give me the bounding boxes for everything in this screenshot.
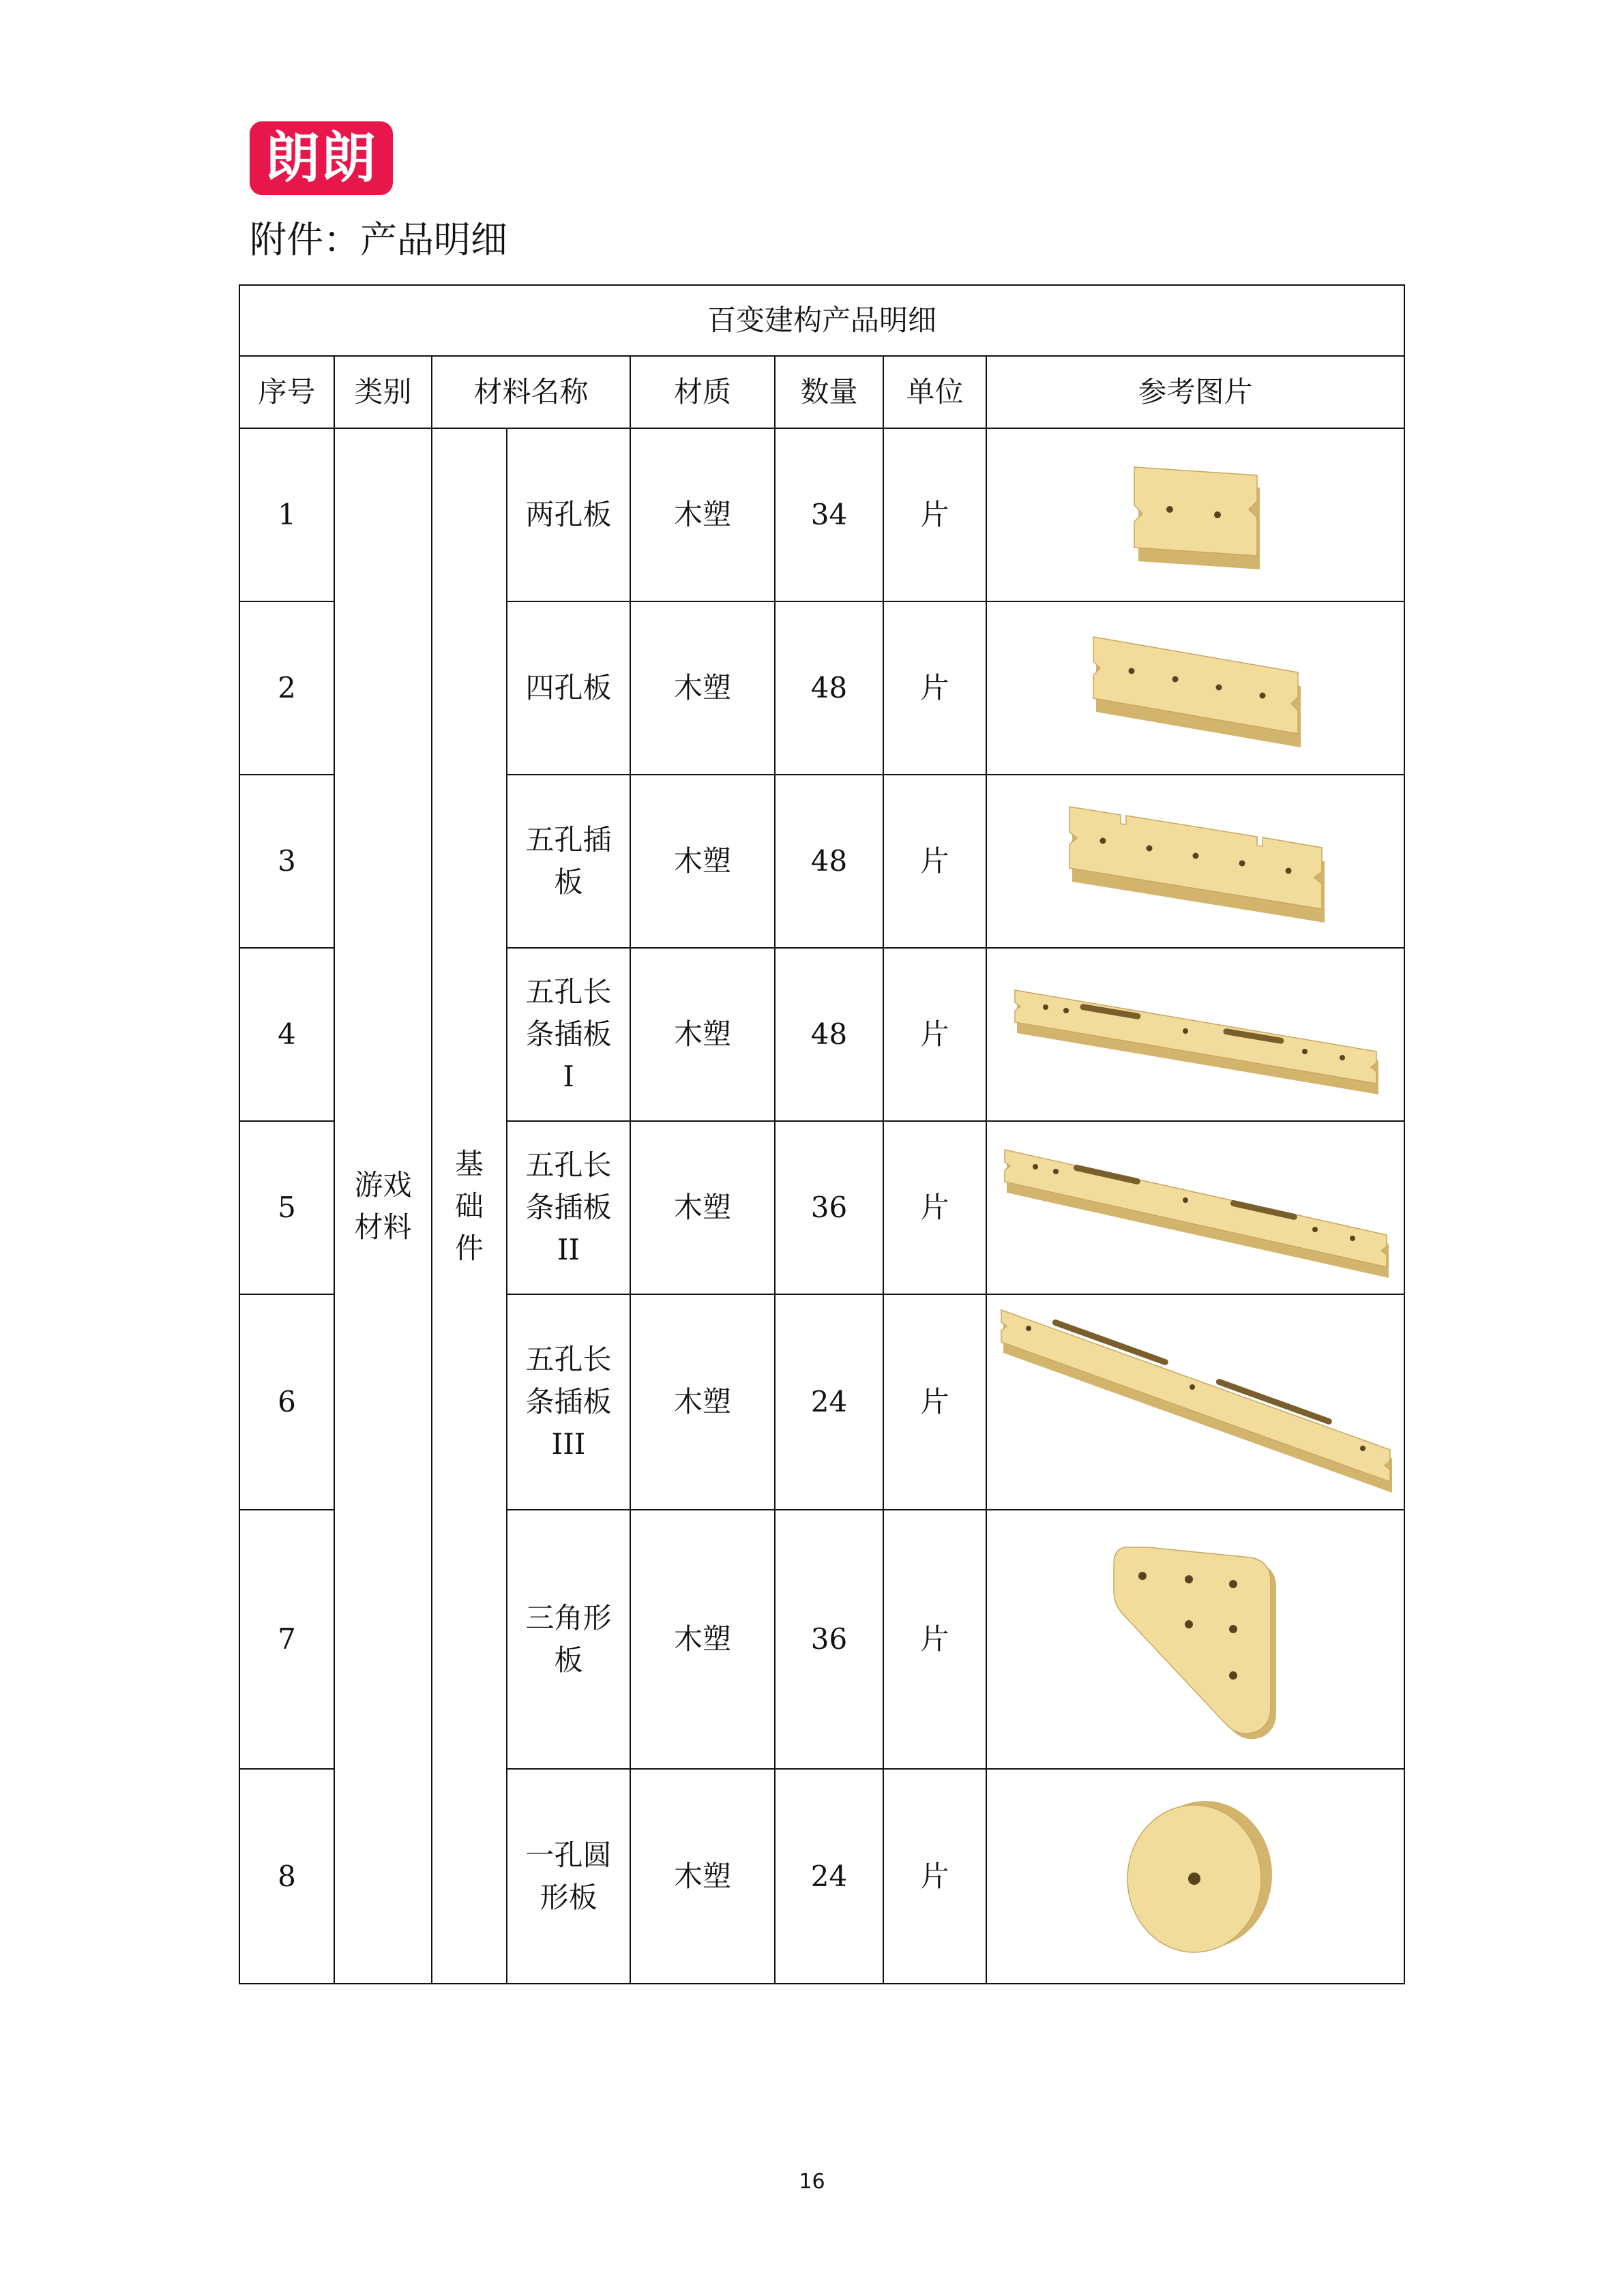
row-number: 6 xyxy=(239,1294,334,1510)
name-line: 五孔长 xyxy=(525,1343,612,1376)
material-name xyxy=(507,948,630,1121)
material-type: 木塑 xyxy=(630,1510,775,1769)
quantity: 48 xyxy=(775,601,883,775)
round-plate-icon xyxy=(1114,1791,1278,1962)
subcategory-cell xyxy=(432,428,507,1984)
name-line: 两孔板 xyxy=(525,498,612,531)
table-header-row xyxy=(239,356,1404,428)
name-line: 一孔圆 xyxy=(525,1838,612,1872)
material-type: 木塑 xyxy=(630,601,775,775)
material-name xyxy=(507,1294,630,1510)
quantity: 36 xyxy=(775,1510,883,1769)
row-number: 4 xyxy=(239,948,334,1121)
reference-image xyxy=(986,775,1404,948)
triangle-plate-icon xyxy=(1100,1527,1291,1752)
unit: 片 xyxy=(883,948,986,1121)
brand-logo xyxy=(250,121,393,195)
material-type: 木塑 xyxy=(630,1121,775,1294)
row-number: 2 xyxy=(239,601,334,775)
page-subtitle: 附件：产品明细 xyxy=(250,218,507,261)
name-line: 板 xyxy=(554,1643,583,1677)
subcategory-text: 基 础 件 xyxy=(454,1146,484,1265)
name-line: 条插板 xyxy=(525,1191,612,1224)
quantity: 34 xyxy=(775,428,883,601)
four-hole-plate-icon xyxy=(1080,616,1312,760)
row-number: 5 xyxy=(239,1121,334,1294)
table-title: 百变建构产品明细 xyxy=(239,285,1404,356)
reference-image xyxy=(986,1510,1404,1769)
reference-image xyxy=(986,948,1404,1121)
page-number: 16 xyxy=(799,2170,825,2194)
column-header: 单位 xyxy=(883,356,986,428)
row-number: 8 xyxy=(239,1769,334,1984)
unit: 片 xyxy=(883,1294,986,1510)
quantity: 24 xyxy=(775,1769,883,1984)
long-slot-plate-1-icon xyxy=(1005,959,1387,1109)
column-header: 数量 xyxy=(775,356,883,428)
material-name xyxy=(507,428,630,601)
material-name xyxy=(507,601,630,775)
two-hole-plate-icon xyxy=(1114,447,1278,583)
name-line: 条插板 xyxy=(525,1385,612,1418)
material-name xyxy=(507,775,630,948)
unit: 片 xyxy=(883,428,986,601)
name-line: III xyxy=(551,1427,586,1461)
name-line: 三角形 xyxy=(525,1601,612,1635)
reference-image xyxy=(986,428,1404,601)
unit: 片 xyxy=(883,1769,986,1984)
name-line: 五孔长 xyxy=(525,1148,612,1182)
material-name xyxy=(507,1121,630,1294)
product-table xyxy=(239,284,1405,1984)
row-number: 7 xyxy=(239,1510,334,1769)
unit: 片 xyxy=(883,1121,986,1294)
name-line: 条插板 xyxy=(525,1017,612,1051)
name-line: 五孔长 xyxy=(525,975,612,1009)
material-name xyxy=(507,1510,630,1769)
name-line: I xyxy=(563,1060,574,1093)
name-line: 四孔板 xyxy=(525,671,612,704)
material-type: 木塑 xyxy=(630,1769,775,1984)
quantity: 48 xyxy=(775,948,883,1121)
reference-image xyxy=(986,1121,1404,1294)
quantity: 36 xyxy=(775,1121,883,1294)
name-line: 五孔插 xyxy=(525,823,612,856)
material-name xyxy=(507,1769,630,1984)
material-type: 木塑 xyxy=(630,1294,775,1510)
column-header: 类别 xyxy=(334,356,432,428)
unit: 片 xyxy=(883,601,986,775)
reference-image xyxy=(986,1294,1404,1510)
long-slot-plate-3-icon xyxy=(994,1300,1397,1504)
column-header: 序号 xyxy=(239,356,334,428)
material-type: 木塑 xyxy=(630,428,775,601)
name-line: 形板 xyxy=(540,1880,597,1914)
column-header: 材料名称 xyxy=(432,356,630,428)
column-header: 参考图片 xyxy=(986,356,1404,428)
material-type: 木塑 xyxy=(630,775,775,948)
unit: 片 xyxy=(883,775,986,948)
row-number: 3 xyxy=(239,775,334,948)
row-number: 1 xyxy=(239,428,334,601)
five-hole-slot-plate-icon xyxy=(1059,786,1332,936)
material-type: 木塑 xyxy=(630,948,775,1121)
brand-logo-text: 朗朗 xyxy=(265,126,377,190)
quantity: 48 xyxy=(775,775,883,948)
name-line: 板 xyxy=(554,865,583,899)
table-row xyxy=(239,428,1404,601)
reference-image xyxy=(986,1769,1404,1984)
name-line: II xyxy=(557,1233,580,1266)
reference-image xyxy=(986,601,1404,775)
category-text: 游戏 材料 xyxy=(354,1167,412,1244)
quantity: 24 xyxy=(775,1294,883,1510)
category-cell xyxy=(334,428,432,1984)
long-slot-plate-2-icon xyxy=(998,1129,1393,1286)
unit: 片 xyxy=(883,1510,986,1769)
column-header: 材质 xyxy=(630,356,775,428)
